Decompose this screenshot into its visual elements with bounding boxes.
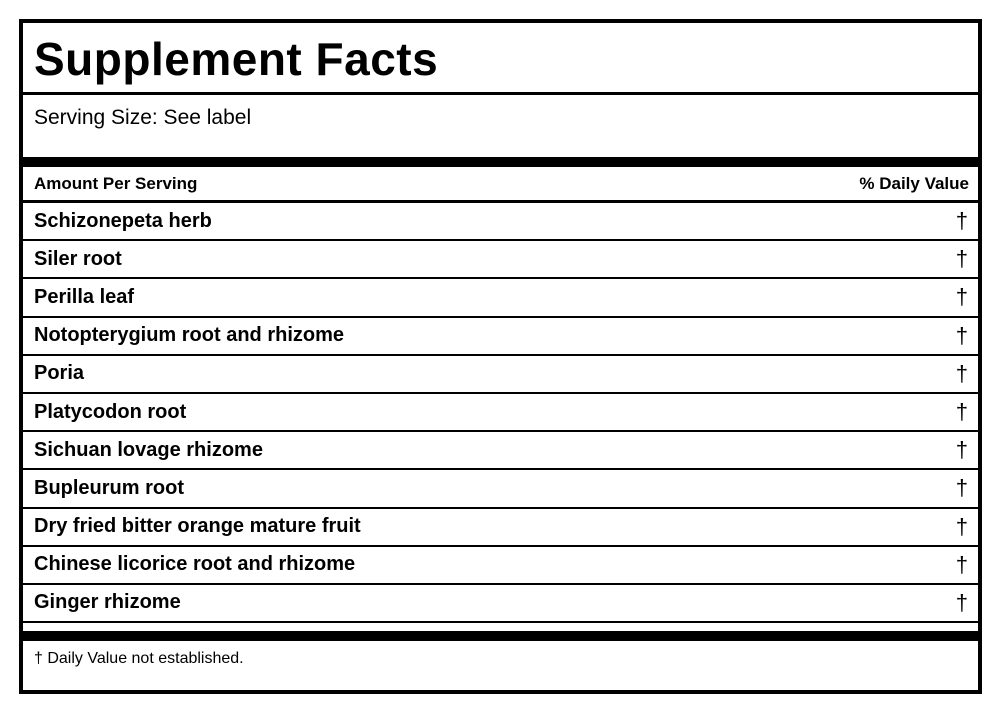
daily-value-header: % Daily Value — [859, 173, 969, 193]
serving-size: Serving Size: See label — [23, 95, 978, 167]
ingredient-list — [23, 203, 978, 623]
ingredient-daily-value: † — [955, 322, 968, 348]
ingredient-row — [23, 279, 978, 317]
label-title: Supplement Facts — [23, 23, 978, 95]
ingredient-name: Notopterygium root and rhizome — [34, 324, 344, 347]
footnote: † Daily Value not established. — [34, 650, 244, 668]
ingredient-row — [23, 241, 978, 279]
ingredient-daily-value: † — [955, 360, 968, 386]
ingredient-daily-value: † — [955, 246, 968, 272]
supplement-facts-panel — [19, 19, 982, 694]
ingredient-daily-value: † — [955, 475, 968, 501]
ingredient-daily-value: † — [955, 437, 968, 463]
ingredient-daily-value: † — [955, 551, 968, 577]
ingredient-name: Perilla leaf — [34, 285, 135, 308]
ingredient-row — [23, 318, 978, 356]
ingredient-name: Chinese licorice root and rhizome — [34, 553, 356, 576]
ingredient-name: Dry fried bitter orange mature fruit — [34, 515, 361, 538]
section-divider — [23, 623, 978, 641]
ingredient-daily-value: † — [955, 589, 968, 615]
ingredient-daily-value: † — [955, 399, 968, 425]
ingredient-row — [23, 394, 978, 432]
ingredient-name: Schizonepeta herb — [34, 209, 212, 232]
ingredient-name: Platycodon root — [34, 400, 187, 423]
ingredient-row — [23, 470, 978, 508]
ingredient-name: Ginger rhizome — [34, 591, 181, 614]
ingredient-row — [23, 203, 978, 241]
ingredient-daily-value: † — [955, 208, 968, 234]
ingredient-name: Poria — [34, 362, 85, 385]
amount-per-serving-header: Amount Per Serving — [34, 173, 198, 193]
ingredient-row — [23, 509, 978, 547]
ingredient-name: Bupleurum root — [34, 476, 184, 499]
ingredient-name: Siler root — [34, 247, 122, 270]
ingredient-row — [23, 432, 978, 470]
table-header — [23, 167, 978, 203]
ingredient-daily-value: † — [955, 513, 968, 539]
ingredient-row — [23, 356, 978, 394]
ingredient-row — [23, 547, 978, 585]
ingredient-name: Sichuan lovage rhizome — [34, 438, 263, 461]
ingredient-row — [23, 585, 978, 623]
ingredient-daily-value: † — [955, 284, 968, 310]
